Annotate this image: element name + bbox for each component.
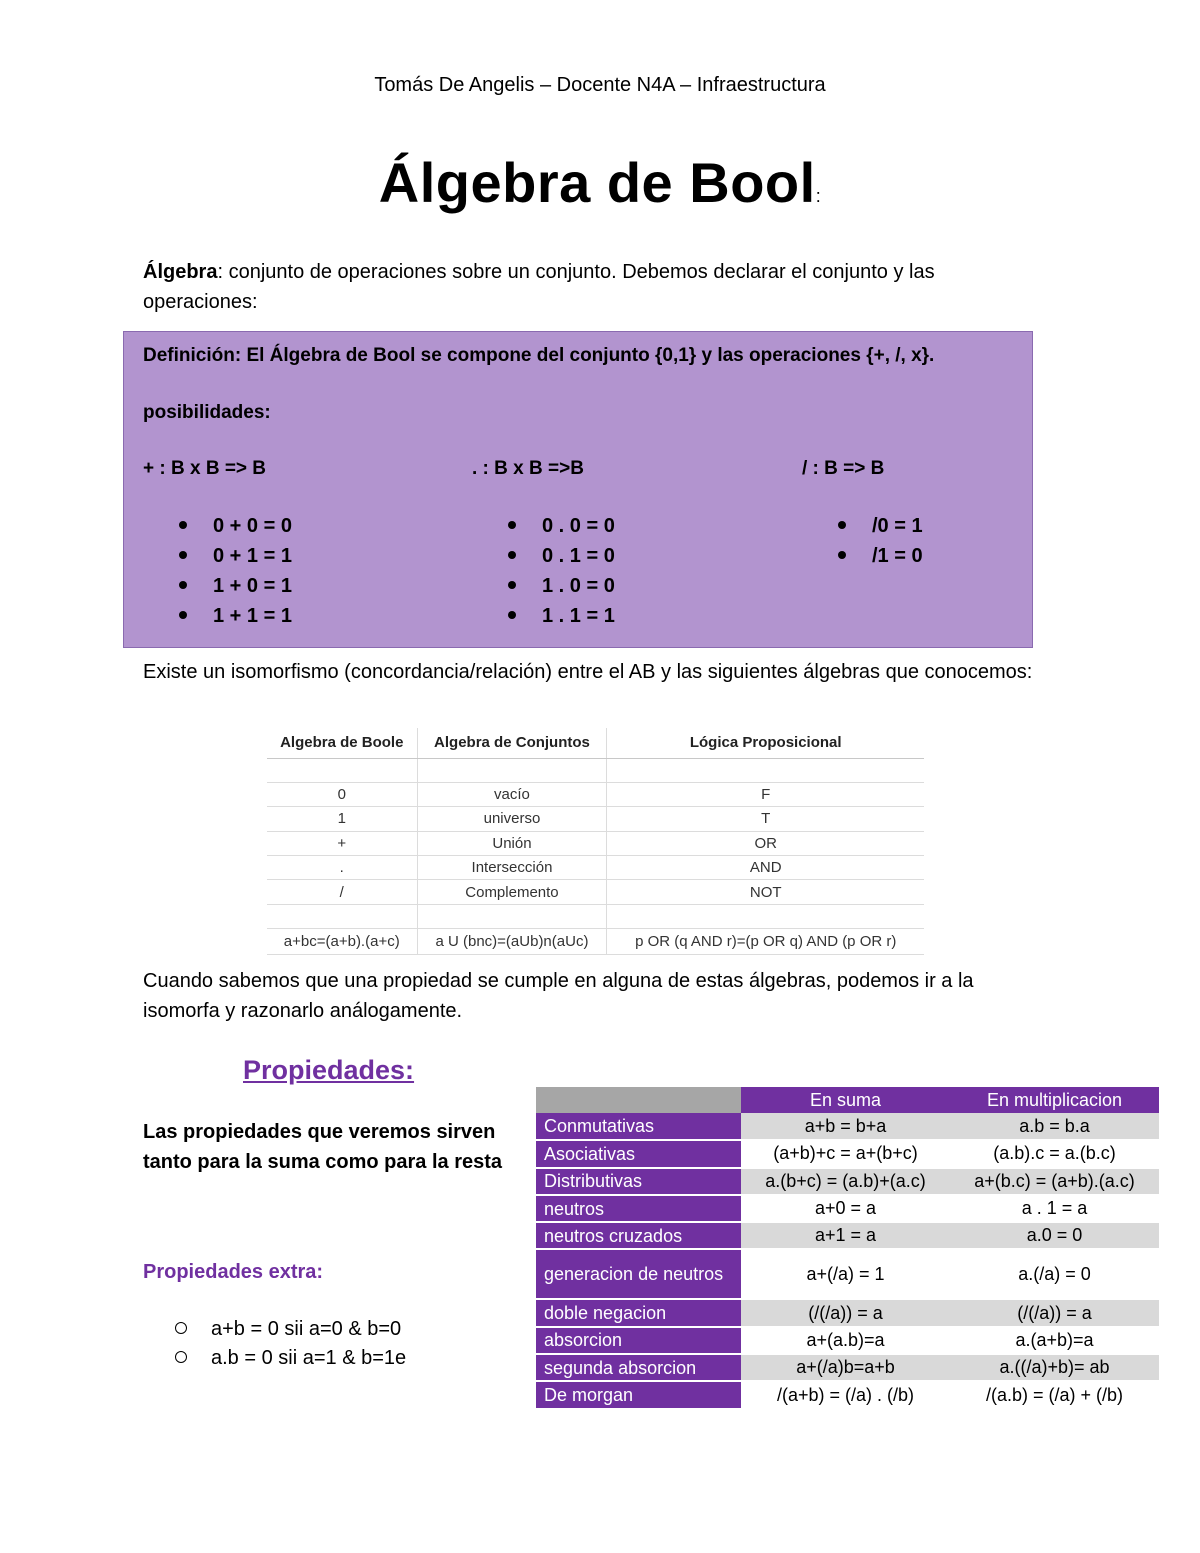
column-header: En suma [741, 1087, 950, 1113]
bullet-icon [179, 551, 187, 559]
list-item: 1 + 0 = 1 [179, 571, 292, 601]
bullet-icon [179, 581, 187, 589]
list-item: /1 = 0 [838, 541, 923, 571]
isomorphism-paragraph: Existe un isomorfismo (concordancia/relación) entre el AB y las siguientes álgebras que conocemos: [143, 661, 1033, 683]
bullet-icon [838, 521, 846, 529]
column-header: Algebra de Conjuntos [417, 728, 607, 758]
table-header-row [267, 728, 924, 758]
complement-signature: / : B => B [802, 458, 885, 479]
definition-text: Definición: El Álgebra de Bool se compone del conjunto {0,1} y las operaciones {+, /, x}. [143, 345, 935, 366]
table-row: absorcion a+(a.b)=a a.(a+b)=a [536, 1327, 1159, 1354]
table-header-row [536, 1087, 1159, 1113]
list-item: a.b = 0 sii a=1 & b=1e [175, 1344, 406, 1373]
table-row: neutros a+0 = a a . 1 = a [536, 1195, 1159, 1222]
list-item: 0 + 1 = 1 [179, 541, 292, 571]
list-item: /0 = 1 [838, 511, 923, 541]
table-row: . Intersección AND [267, 856, 924, 880]
table-row: a+bc=(a+b).(a+c) a U (bnc)=(aUb)n(aUc) p OR (q AND r)=(p OR q) AND (p OR r) [267, 929, 924, 955]
title-colon: : [815, 186, 822, 206]
complement-list [838, 511, 923, 571]
circle-bullet-icon [175, 1322, 187, 1334]
table-row: neutros cruzados a+1 = a a.0 = 0 [536, 1222, 1159, 1249]
intro-paragraph [143, 257, 1043, 317]
table-row: Conmutativas a+b = b+a a.b = b.a [536, 1113, 1159, 1140]
bullet-icon [508, 581, 516, 589]
analogy-paragraph: Cuando sabemos que una propiedad se cumple en alguna de estas álgebras, podemos ir a la isomorfa y razonarlo análogamente. [143, 970, 974, 1022]
product-list [508, 511, 615, 631]
isomorphism-table [267, 728, 924, 955]
product-signature: . : B x B =>B [472, 458, 584, 479]
bullet-icon [179, 521, 187, 529]
list-item: 0 . 0 = 0 [508, 511, 615, 541]
bullet-icon [179, 611, 187, 619]
sum-signature: + : B x B => B [143, 458, 267, 479]
sum-list [179, 511, 292, 631]
table-row: Asociativas (a+b)+c = a+(b+c) (a.b).c = a.(b.c) [536, 1140, 1159, 1167]
column-header: Lógica Proposicional [607, 728, 924, 758]
table-row: 1 universo T [267, 807, 924, 831]
extra-properties-title: Propiedades extra: [143, 1261, 324, 1283]
possibilities-label: posibilidades: [143, 402, 271, 423]
intro-text: : conjunto de operaciones sobre un conjunto. Debemos declarar el conjunto y las operaciones: [143, 261, 935, 313]
intro-term: Álgebra [143, 261, 218, 283]
list-item: 0 . 1 = 0 [508, 541, 615, 571]
list-item: a+b = 0 sii a=0 & b=0 [175, 1315, 406, 1344]
list-item: 1 . 0 = 0 [508, 571, 615, 601]
table-row: + Unión OR [267, 831, 924, 855]
table-row: De morgan /(a+b) = (/a) . (/b) /(a.b) = (/a) + (/b) [536, 1381, 1159, 1408]
table-row: doble negacion (/(/a)) = a (/(/a)) = a [536, 1299, 1159, 1326]
table-row: generacion de neutros a+(/a) = 1 a.(/a) = 0 [536, 1249, 1159, 1299]
table-row: segunda absorcion a+(/a)b=a+b a.((/a)+b)= ab [536, 1354, 1159, 1381]
list-item: 0 + 0 = 0 [179, 511, 292, 541]
properties-description: Las propiedades que veremos sirven tanto para la suma como para la resta [143, 1121, 503, 1173]
table-row: Distributivas a.(b+c) = (a.b)+(a.c) a+(b.c) = (a+b).(a.c) [536, 1168, 1159, 1195]
column-header: En multiplicacion [950, 1087, 1159, 1113]
column-header [536, 1087, 741, 1113]
bullet-icon [508, 611, 516, 619]
definition-box [123, 331, 1033, 648]
title-text: Álgebra de Bool [378, 151, 816, 214]
column-header: Algebra de Boole [267, 728, 417, 758]
bullet-icon [838, 551, 846, 559]
properties-title: Propiedades: [243, 1055, 415, 1085]
page-header: Tomás De Angelis – Docente N4A – Infraestructura [374, 74, 826, 96]
properties-table [536, 1087, 1159, 1410]
table-row [267, 758, 924, 782]
bullet-icon [508, 551, 516, 559]
circle-bullet-icon [175, 1351, 187, 1363]
page-title [0, 150, 1200, 215]
list-item: 1 . 1 = 1 [508, 601, 615, 631]
list-item: 1 + 1 = 1 [179, 601, 292, 631]
table-row: 0 vacío F [267, 782, 924, 806]
bullet-icon [508, 521, 516, 529]
table-row: / Complemento NOT [267, 880, 924, 904]
extra-properties-list [175, 1315, 406, 1373]
table-row [267, 904, 924, 928]
